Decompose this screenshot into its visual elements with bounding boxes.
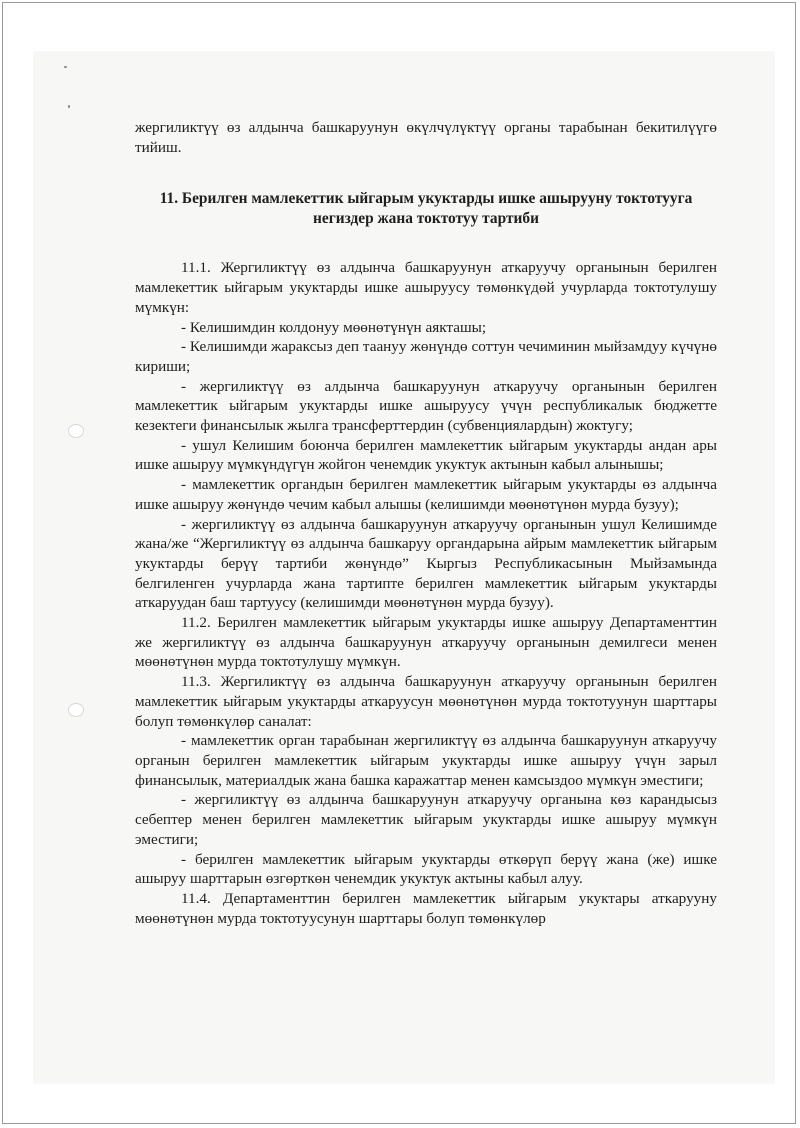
paragraph: 11.3. Жергиликтүү өз алдынча башкаруунун аткаруучу органынын берилген мамлекеттик ыйгарым укуктарды аткаруусун мөөнөтүнөн мурда токтотуунун шарттары болуп төмөнкүлөр саналат: [135, 673, 717, 730]
list-item: - жергиликтүү өз алдынча башкаруунун аткаруучу органынын ушул Келишимде жана/же “Жергиликтүү өз алдынча башкаруу органдарына айрым мамлекеттик ыйгарым укуктарды берүү тартиби жөнүндө” Кыргыз Республикасынын Мыйзамында белгиленген учурларда жана тартипте берилген мамлекеттик ыйгарым укуктарды аткаруудан баш тартуусу (келишимди мөөнөтүнөн мурда бузуу). [135, 515, 717, 612]
paragraph: 11.4. Департаменттин берилген мамлекеттик ыйгарым укуктары аткарууну мөөнөтүнөн мурда токтотуусунун шарттары болуп төмөнкүлөр [135, 889, 717, 927]
list-item: - Келишимди жараксыз деп таануу жөнүндө соттун чечиминин мыйзамдуу күчүнө кириши; [135, 338, 717, 375]
section-heading: 11. Берилген мамлекеттик ыйгарым укуктарды ишке ашырууну токтотууга негиздер жана токтотуу тартиби [159, 190, 693, 228]
list-item: - Келишимдин колдонуу мөөнөтүнүн аякташы; [181, 318, 487, 336]
scan-speck [68, 105, 70, 108]
list-item: - жергиликтүү өз алдынча башкаруунун аткаруучу органынын берилген мамлекеттик ыйгарым укуктарды ишке ашыруусу үчүн республикалык бюджетте кезектеги финансылык жылга трансферттердин (субвенциялардын) жоктугу; [135, 377, 717, 435]
punch-hole-mark [68, 703, 84, 717]
punch-hole-mark [68, 424, 84, 438]
list-item: - мамлекеттик орган тарабынан жергиликтүү өз алдынча башкаруунун аткаруучу органын берилген мамлекеттик ыйгарым укуктарды ишке ашыруу үчүн зарыл финансылык, материалдык жана башка каражаттар менен камсыздоо мүмкүн эместиги; [135, 732, 717, 789]
list-item: - берилген мамлекеттик ыйгарым укуктарды өткөрүп берүү жана (же) ишке ашыруу шарттарын өзгөрткөн ченемдик укуктук актыны кабыл алуу. [135, 850, 717, 888]
list-item: - ушул Келишим боюнча берилген мамлекеттик ыйгарым укуктарды андан ары ишке ашыруу мүмкүндүгүн жойгон ченемдик укуктук актынын кабыл алынышы; [135, 436, 717, 474]
paragraph: 11.2. Берилген мамлекеттик ыйгарым укуктарды ишке ашыруу Департаменттин же жергиликтүү өз алдынча башкаруунун аткаруучу органынын демилгеси менен мөөнөтүнөн мурда токтотулушу мүмкүн. [135, 614, 717, 671]
list-item: - жергиликтүү өз алдынча башкаруунун аткаруучу органына көз карандысыз себептер менен берилген мамлекеттик ыйгарым укуктарды ишке ашыруу мүмкүн эместиги; [135, 791, 717, 848]
list-item: - мамлекеттик органдын берилген мамлекеттик ыйгарым укуктарды өз алдынча ишке ашыруу жөнүндө чечим кабыл алышы (келишимди мөөнөтүнөн мурда бузуу); [135, 476, 717, 513]
scan-speck [64, 66, 67, 68]
intro-text: жергиликтүү өз алдынча башкаруунун өкүлчүлүктүү органы тарабынан бекитилүүгө тийиш. [135, 119, 717, 156]
paragraph: 11.1. Жергиликтүү өз алдынча башкаруунун аткаруучу органынын берилген мамлекеттик ыйгарым укуктарды ишке ашыруусу төмөнкүдөй учурларда токтотулушу мүмкүн: [135, 259, 717, 316]
document-body [135, 118, 717, 928]
